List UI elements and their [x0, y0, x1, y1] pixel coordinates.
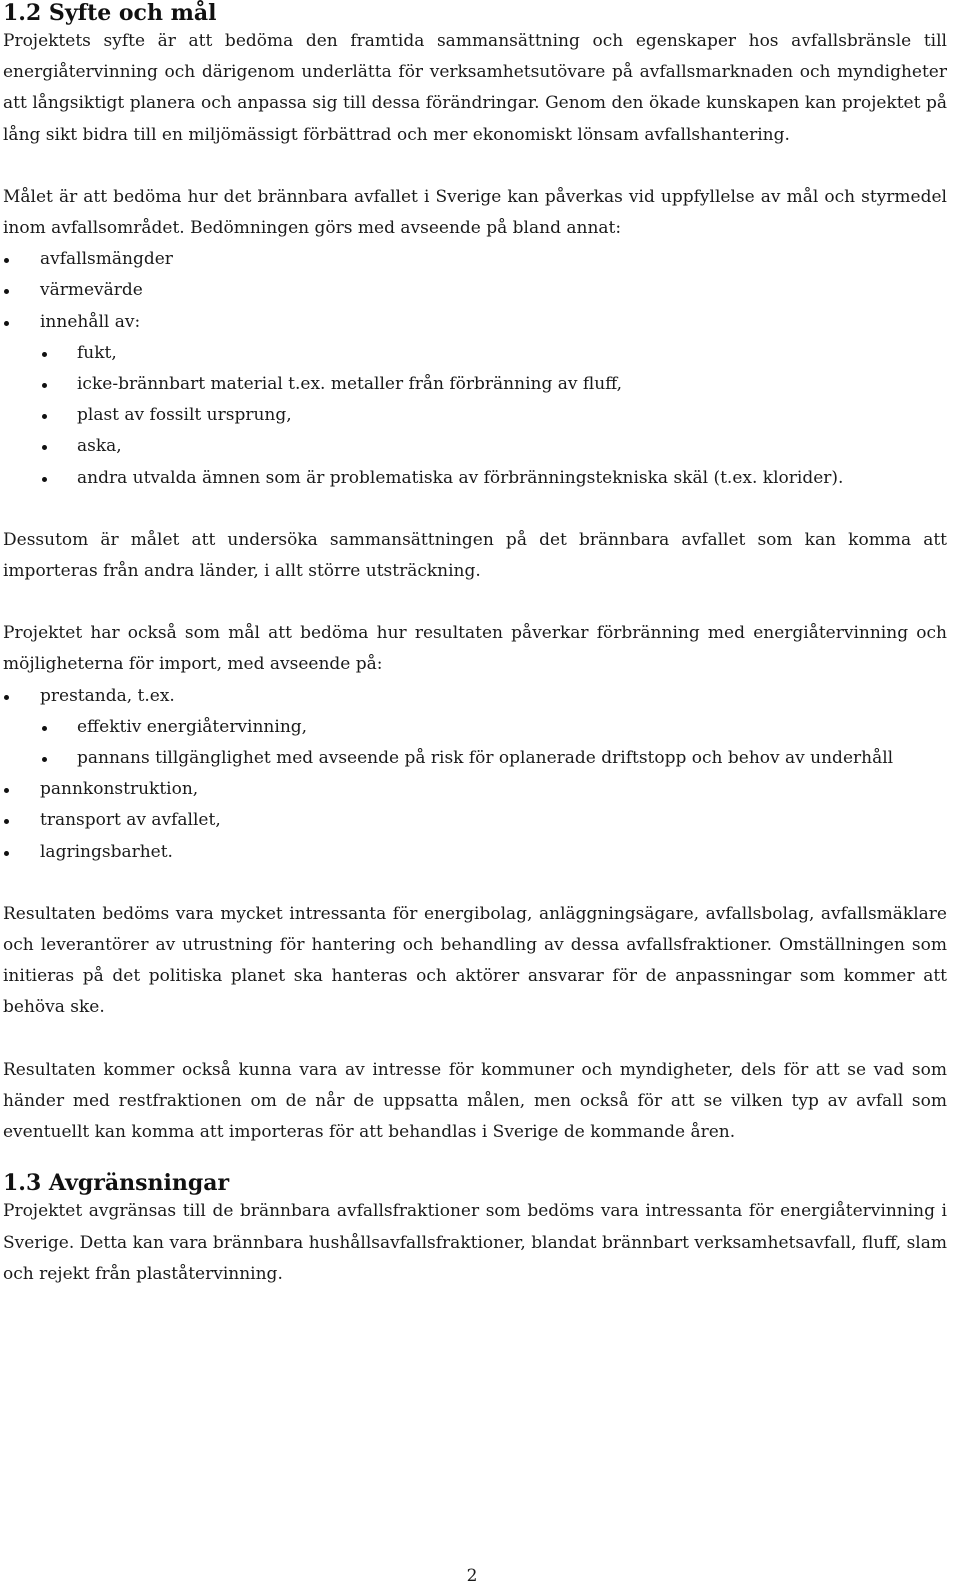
sub-list-item: icke-brännbart material t.ex. metaller från förbränning av fluff,	[3, 369, 947, 400]
section-heading-syfte: 1.2 Syfte och mål	[3, 0, 217, 26]
sub-list-item: aska,	[3, 431, 947, 462]
spacer	[3, 494, 947, 525]
sub-list-item: effektiv energiåtervinning,	[3, 712, 947, 743]
list-item: avfallsmängder	[3, 244, 947, 275]
list-item: värmevärde	[3, 275, 947, 306]
spacer	[3, 1024, 947, 1055]
paragraph-results: Resultaten bedöms vara mycket intressanta för energibolag, anläggningsägare, avfallsbolag, avfallsmäklare och leverantörer av utrustning för hantering och behandling av dessa avfallsfraktioner. Omställningen som initieras på det politiska planet ska hanteras och aktörer ansvarar för de anpassningar som kommer att behöva ske.	[3, 903, 947, 1018]
list-item: transport av avfallet,	[3, 805, 947, 836]
paragraph-import: Dessutom är målet att undersöka sammansättningen på det brännbara avfallet som kan komma att importeras från andra länder, i allt större utsträckning.	[3, 529, 947, 582]
sub-list-item: plast av fossilt ursprung,	[3, 400, 947, 431]
paragraph-combustion: Projektet har också som mål att bedöma hur resultaten påverkar förbränning med energiåtervinning och möjligheterna för import, med avseende på:	[3, 623, 947, 675]
paragraph-municipalities: Resultaten kommer också kunna vara av intresse för kommuner och myndigheter, dels för att se vad som händer med restfraktionen om de når de uppsatta målen, men också för att se vilken typ av avfall som eventuellt kan komma att importeras för att behandlas i Sverige de kommande åren.	[3, 1059, 947, 1143]
list-item: prestanda, t.ex.	[3, 681, 947, 712]
page-number: 2	[466, 1566, 478, 1586]
list-item: pannkonstruktion,	[3, 774, 947, 805]
spacer	[3, 1148, 947, 1170]
spacer	[3, 587, 947, 618]
paragraph-delimitations: Projektet avgränsas till de brännbara avfallsfraktioner som bedöms vara intressanta för energiåtervinning i Sverige. Detta kan vara brännbara hushållsavfallsfraktioner, blandat brännbart verksamhetsavfall, fluff, slam och rejekt från plaståtervinning.	[3, 1201, 947, 1284]
document-page	[3, 0, 947, 1290]
paragraph-goal: Målet är att bedöma hur det brännbara avfallet i Sverige kan påverkas vid uppfyllelse av mål och styrmedel inom avfallsområdet. Bedömningen görs med avseende på bland annat:	[3, 186, 947, 239]
sub-list-item: fukt,	[3, 338, 947, 369]
sub-list-item: andra utvalda ämnen som är problematiska av förbränningstekniska skäl (t.ex. klorider).	[3, 463, 947, 494]
assessment-list	[3, 244, 947, 494]
spacer	[3, 868, 947, 899]
paragraph-purpose: Projektets syfte är att bedöma den framtida sammansättning och egenskaper hos avfallsbränsle till energiåtervinning och därigenom underlätta för verksamhetsutövare på avfallsmarknaden och myndigheter att långsiktigt planera och anpassa sig till dessa förändringar. Genom den ökade kunskapen kan projektet på lång sikt bidra till en miljömässigt förbättrad och mer ekonomiskt lönsam avfallshantering.	[3, 31, 947, 145]
list-item: lagringsbarhet.	[3, 837, 947, 868]
spacer	[3, 151, 947, 182]
list-item: innehåll av:	[3, 307, 947, 338]
section-heading-avgransningar: 1.3 Avgränsningar	[3, 1170, 230, 1197]
sub-list-item: pannans tillgänglighet med avseende på risk för oplanerade driftstopp och behov av underhåll	[3, 743, 947, 774]
combustion-list	[3, 681, 947, 868]
